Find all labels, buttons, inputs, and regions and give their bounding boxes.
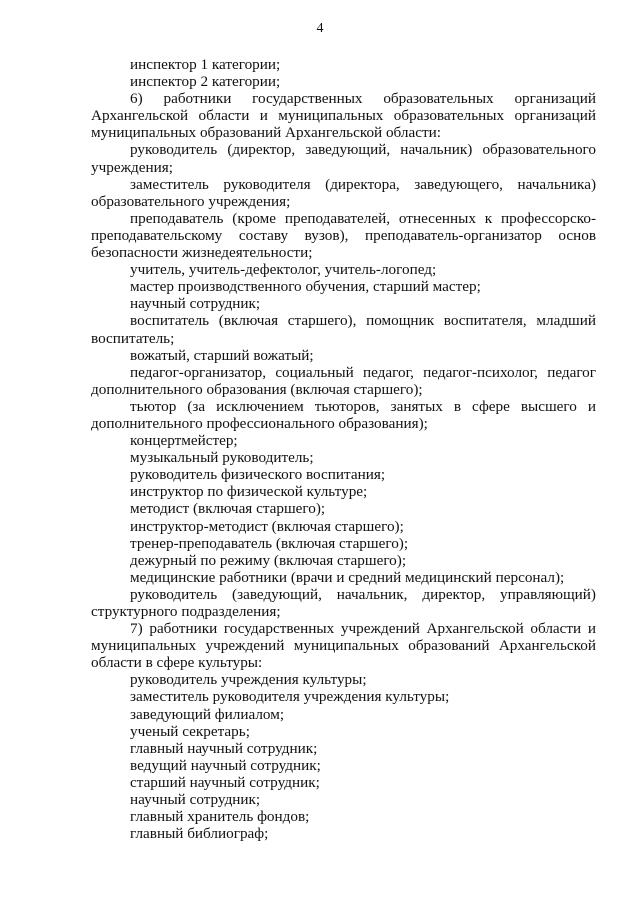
list-item: инспектор 2 категории;: [130, 73, 281, 91]
list-item: главный библиограф;: [130, 825, 269, 843]
list-item: заместитель руководителя (директора, заведующего, начальника) образовательного учреждения;: [91, 175, 596, 210]
list-item: воспитатель (включая старшего), помощник воспитателя, младший воспитатель;: [91, 312, 596, 347]
list-item: заместитель руководителя учреждения культуры;: [130, 688, 450, 706]
list-item: преподаватель (кроме преподавателей, отнесенных к профессорско-преподавательскому составу вузов), преподаватель-организатор основ безопасности жизнедеятельности;: [91, 209, 596, 262]
list-item: учитель, учитель-дефектолог, учитель-логопед;: [130, 261, 437, 279]
list-item: педагог-организатор, социальный педагог, педагог-психолог, педагог дополнительного образования (включая старшего);: [91, 363, 596, 398]
list-item: вожатый, старший вожатый;: [130, 346, 314, 364]
document-body: [91, 56, 596, 842]
list-item: научный сотрудник;: [130, 295, 261, 313]
section-heading: 7) работники государственных учреждений Архангельской области и муниципальных учреждений муниципальных образований Архангельской области в сфере культуры:: [91, 620, 596, 672]
list-item: дежурный по режиму (включая старшего);: [130, 551, 407, 569]
list-item: тренер-преподаватель (включая старшего);: [130, 534, 409, 552]
list-item: ведущий научный сотрудник;: [130, 756, 321, 774]
list-item: концертмейстер;: [130, 432, 238, 450]
list-item: музыкальный руководитель;: [130, 449, 314, 467]
list-item: главный хранитель фондов;: [130, 808, 310, 826]
list-item: тьютор (за исключением тьюторов, занятых в сфере высшего и дополнительного профессионального образования);: [91, 397, 596, 432]
page-number: 4: [316, 21, 324, 36]
list-item: медицинские работники (врачи и средний медицинский персонал);: [130, 568, 565, 586]
list-item: главный научный сотрудник;: [130, 739, 318, 757]
list-item: руководитель учреждения культуры;: [130, 671, 367, 689]
list-item: инструктор-методист (включая старшего);: [130, 517, 404, 535]
list-item: ученый секретарь;: [130, 722, 250, 740]
list-item: руководитель физического воспитания;: [130, 466, 386, 484]
list-item: заведующий филиалом;: [130, 705, 285, 723]
list-item: инспектор 1 категории;: [130, 56, 281, 73]
list-item: инструктор по физической культуре;: [130, 483, 368, 501]
section-heading: 6) работники государственных образовательных организаций Архангельской области и муниципальных образовательных организаций муниципальных образований Архангельской области:: [91, 90, 596, 142]
list-item: научный сотрудник;: [130, 791, 261, 809]
list-item: старший научный сотрудник;: [130, 773, 320, 791]
list-item: руководитель (директор, заведующий, начальник) образовательного учреждения;: [91, 141, 596, 176]
list-item: методист (включая старшего);: [130, 500, 326, 518]
list-item: мастер производственного обучения, старший мастер;: [130, 278, 481, 296]
list-item: руководитель (заведующий, начальник, директор, управляющий) структурного подразделения;: [91, 585, 596, 620]
